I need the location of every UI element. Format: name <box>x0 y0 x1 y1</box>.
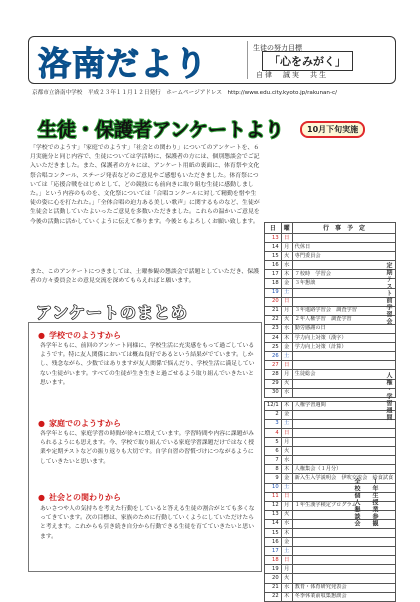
calendar-weekday: 火 <box>281 252 292 261</box>
calendar-day: 23 <box>265 324 282 333</box>
calendar-event: 専門委員会 <box>292 252 396 261</box>
calendar-day: 12/1 <box>265 401 282 410</box>
calendar-event <box>292 556 396 565</box>
calendar-day: 16 <box>265 538 282 547</box>
calendar-day: 14 <box>265 519 282 528</box>
calendar-weekday: 火 <box>281 574 292 583</box>
calendar-event <box>292 361 396 370</box>
motto-values: 自律 誠実 共生 <box>256 71 328 79</box>
section-heading-text: 社会との関わりから <box>48 493 121 502</box>
calendar-weekday: 水 <box>281 519 292 528</box>
calendar-day: 19 <box>265 288 282 297</box>
calendar-row <box>265 370 396 379</box>
calendar-weekday: 日 <box>281 492 292 501</box>
calendar-row <box>265 410 396 419</box>
calendar-event <box>292 410 396 419</box>
calendar-event <box>292 297 396 306</box>
calendar-day: 21 <box>265 306 282 315</box>
calendar-day: 6 <box>265 447 282 456</box>
calendar-weekday: 火 <box>281 447 292 456</box>
calendar-weekday: 月 <box>281 438 292 447</box>
calendar-row <box>265 419 396 428</box>
calendar-event <box>292 565 396 574</box>
calendar-event <box>292 352 396 361</box>
calendar-row <box>265 279 396 288</box>
calendar-day: 20 <box>265 297 282 306</box>
calendar-weekday: 木 <box>281 334 292 343</box>
calendar-event: 教育・体育研究発表会 <box>292 583 396 592</box>
calendar-weekday: 月 <box>281 306 292 315</box>
calendar-row <box>265 465 396 474</box>
header-dow: 曜 <box>281 223 292 234</box>
calendar-row <box>265 379 396 388</box>
header-events: 行 事 予 定 <box>292 223 396 234</box>
calendar-body <box>265 234 396 602</box>
calendar-row <box>265 243 396 252</box>
calendar-weekday: 水 <box>281 388 292 397</box>
section-heading-text: 学校でのようすから <box>48 331 121 340</box>
calendar-weekday: 木 <box>281 401 292 410</box>
calendar-day: 18 <box>265 556 282 565</box>
calendar-row <box>265 428 396 437</box>
calendar-row <box>265 547 396 556</box>
section-heading-text: 家庭でのようすから <box>48 419 121 428</box>
calendar-day: 16 <box>265 261 282 270</box>
calendar-event <box>292 547 396 556</box>
calendar-day: 4 <box>265 428 282 437</box>
date-badge: 10月下旬実施 <box>300 121 365 138</box>
calendar-weekday: 月 <box>281 243 292 252</box>
calendar-event <box>292 456 396 465</box>
calendar-weekday: 土 <box>281 483 292 492</box>
calendar-day: 22 <box>265 315 282 324</box>
calendar-weekday: 日 <box>281 361 292 370</box>
calendar-header <box>265 223 396 234</box>
intro-paragraph: 「学校でのようす」「家庭でのようす」「社会との関わり」についてのアンケートを、６月実施分と同じ内容で、生徒については学活時に、保護者の方には、個別懇談会でご記入いただきました。また、保護者の方々には、アンケート用紙の裏面に、体育祭や文化祭合唱コンクール、ステージ発表などのご意見やご感想もいただきました。体育祭については「応援合戦をはじめとして、どの競技にも前向きに取り組む生徒に感動しました。」という内容のものを、文化祭については「合唱コンクールに対して精勤を惜や生徒の姿に心を打たれた。」「全体合唱の迫力ある美しい歌声」に関するものなど、生徒が生徒会と活動していたよいったご意見を多数いただきました。これらの温かいご意見を今後の活動に活かしていくように伝えて参ります。今後ともよろしくお願い致します。 <box>30 145 260 225</box>
calendar-weekday: 水 <box>281 261 292 270</box>
calendar-weekday: 金 <box>281 343 292 352</box>
calendar-day: 20 <box>265 574 282 583</box>
calendar-row <box>265 352 396 361</box>
calendar-row <box>265 261 396 270</box>
calendar-weekday: 金 <box>281 474 292 483</box>
calendar-day: 10 <box>265 483 282 492</box>
event-calendar <box>264 222 396 602</box>
publication-info: 京都市立洛南中学校 平成２３年１１月１２日発行 ホームページアドレス http://www.edu.city.kyoto.jp/rakunan-c/ <box>32 90 337 96</box>
calendar-event <box>292 447 396 456</box>
calendar-row <box>265 565 396 574</box>
calendar-event <box>292 519 396 528</box>
calendar-day: 2 <box>265 410 282 419</box>
section-heading-society: ● 社会との関わりから <box>38 493 121 502</box>
side-label-conference: 全校個人懇談会 <box>353 478 360 527</box>
section-body-home: 各学年ともに、家庭学習の時間が徐々に増えています。学習時間や内容に課題がみられるようにも思えます。今、学校で取り組んでいる家庭学習課題だけではなく授業や定期テストなどの振り返りも大切です。自学自習の習慣づけにつながるようにしていきたいと思います。 <box>40 431 255 465</box>
calendar-weekday: 日 <box>281 234 292 243</box>
calendar-day: 8 <box>265 465 282 474</box>
newsletter-title: 洛南だより <box>38 44 208 83</box>
calendar-weekday: 水 <box>281 583 292 592</box>
summary-title: アンケートのまとめ <box>36 303 189 322</box>
calendar-row <box>265 306 396 315</box>
calendar-day: 13 <box>265 234 282 243</box>
calendar-weekday: 月 <box>281 501 292 510</box>
calendar-event: １年生漢字検定プログラム <box>292 501 396 510</box>
calendar-event <box>292 510 396 519</box>
calendar-row <box>265 252 396 261</box>
calendar-event <box>292 483 396 492</box>
second-paragraph: また、このアンケートにつきましては、土曜参観の懇談会で話題としていただき、保護者の方々委員会との意見交流を深めてもらえればと願います。 <box>30 269 260 285</box>
calendar-row <box>265 270 396 279</box>
calendar-weekday: 木 <box>281 270 292 279</box>
calendar-weekday: 金 <box>281 279 292 288</box>
calendar-day: 15 <box>265 529 282 538</box>
calendar-event: 新入生入学説明会 伊吹交流会 給食試食 <box>292 474 396 483</box>
section-heading-home: ● 家庭でのようすから <box>38 419 121 428</box>
calendar-weekday: 木 <box>281 465 292 474</box>
calendar-weekday: 火 <box>281 510 292 519</box>
calendar-weekday: 水 <box>281 324 292 333</box>
survey-title: 生徒・保護者アンケートより <box>38 119 284 141</box>
calendar-event <box>292 492 396 501</box>
calendar-event: 生徒総会 <box>292 370 396 379</box>
calendar-row <box>265 334 396 343</box>
motto-text: 「心をみがく」 <box>262 51 353 71</box>
side-label-visit: １年生授業参観 <box>371 478 378 527</box>
section-body-school: 各学年ともに、前回のアンケート同様に、学校生活に充実感をもって過ごしているようです。特に友人関係においては概ね良好であるという結果がでています。しかし、残念ながら、少数ではありますが友人関係で悩んだり、学校生活に満足していない生徒がいます。すべての生徒が生き生きと過ごせるよう取り組んでいきたいと思います。 <box>40 343 255 386</box>
calendar-weekday: 木 <box>281 529 292 538</box>
calendar-weekday: 金 <box>281 538 292 547</box>
calendar-row <box>265 556 396 565</box>
calendar-weekday: 水 <box>281 456 292 465</box>
calendar-day: 18 <box>265 279 282 288</box>
calendar-row <box>265 361 396 370</box>
calendar-event <box>292 438 396 447</box>
calendar-day: 28 <box>265 370 282 379</box>
calendar-row <box>265 538 396 547</box>
calendar-weekday: 木 <box>281 592 292 601</box>
calendar-event: 人権学習週間 <box>292 401 396 410</box>
calendar-day: 9 <box>265 474 282 483</box>
calendar-weekday: 土 <box>281 419 292 428</box>
calendar-event <box>292 379 396 388</box>
calendar-day: 17 <box>265 270 282 279</box>
calendar-day: 13 <box>265 510 282 519</box>
calendar-row <box>265 234 396 243</box>
calendar-day: 24 <box>265 334 282 343</box>
side-label-test: 定期テスト前学習会 <box>385 262 392 325</box>
calendar-row <box>265 438 396 447</box>
calendar-row <box>265 297 396 306</box>
motto-heading: 生徒の努力目標 <box>253 44 302 52</box>
calendar-weekday: 月 <box>281 370 292 379</box>
calendar-event <box>292 574 396 583</box>
calendar-day: 3 <box>265 419 282 428</box>
side-label-human-rights: 人権・学習週間 <box>385 372 392 421</box>
calendar-day: 7 <box>265 456 282 465</box>
calendar-event <box>292 234 396 243</box>
header-day: 日 <box>265 223 282 234</box>
calendar-row <box>265 324 396 333</box>
calendar-day: 5 <box>265 438 282 447</box>
calendar-row <box>265 288 396 297</box>
calendar-event: 人権集会（１月分） <box>292 465 396 474</box>
calendar-weekday: 土 <box>281 288 292 297</box>
calendar-weekday: 火 <box>281 315 292 324</box>
calendar-day: 29 <box>265 379 282 388</box>
calendar-day: 27 <box>265 361 282 370</box>
calendar-row <box>265 388 396 397</box>
calendar-event <box>292 261 396 270</box>
calendar-weekday: 月 <box>281 565 292 574</box>
calendar-day: 21 <box>265 583 282 592</box>
calendar-weekday: 日 <box>281 297 292 306</box>
calendar-day: 30 <box>265 388 282 397</box>
calendar-event: 勤労感謝の日 <box>292 324 396 333</box>
calendar-day: 19 <box>265 565 282 574</box>
calendar-event: ７校時 学習会 <box>292 270 396 279</box>
section-body-society: あいさつや人の気持ちを考えた行動をしていると答える生徒の割合がとても多くなってきています。次の目標は、家族のために行動していくようにしていただけたらと考えます。これからも引き続き自分から行動できる生徒を育てていきたいと思います。 <box>40 506 255 540</box>
calendar-event <box>292 428 396 437</box>
calendar-row <box>265 315 396 324</box>
calendar-day: 15 <box>265 252 282 261</box>
calendar-row <box>265 456 396 465</box>
calendar-day: 22 <box>265 592 282 601</box>
calendar-row <box>265 583 396 592</box>
calendar-day: 17 <box>265 547 282 556</box>
calendar-row <box>265 401 396 410</box>
calendar-event <box>292 419 396 428</box>
calendar-row <box>265 447 396 456</box>
calendar-weekday: 日 <box>281 428 292 437</box>
calendar-event: 学力向上対策（漢字） <box>292 334 396 343</box>
calendar-event: ３年懇談 <box>292 279 396 288</box>
calendar-weekday: 日 <box>281 556 292 565</box>
calendar-row <box>265 574 396 583</box>
section-heading-school: ● 学校でのようすから <box>38 331 121 340</box>
calendar-event: 冬季休業前収集懇談会 <box>292 592 396 601</box>
calendar-day: 25 <box>265 343 282 352</box>
calendar-event: 代休日 <box>292 243 396 252</box>
calendar-event <box>292 529 396 538</box>
calendar-day: 14 <box>265 243 282 252</box>
calendar-event <box>292 538 396 547</box>
calendar-event <box>292 288 396 297</box>
calendar-weekday: 火 <box>281 379 292 388</box>
calendar-event: ２年人権学習 調査学習 <box>292 315 396 324</box>
calendar-day: 12 <box>265 501 282 510</box>
calendar-event <box>292 388 396 397</box>
calendar-weekday: 土 <box>281 352 292 361</box>
calendar-weekday: 土 <box>281 547 292 556</box>
calendar-row <box>265 343 396 352</box>
calendar-day: 11 <box>265 492 282 501</box>
calendar-weekday: 金 <box>281 410 292 419</box>
calendar-day: 26 <box>265 352 282 361</box>
calendar-event: ３年進路学習会 調査学習 <box>292 306 396 315</box>
calendar-row <box>265 529 396 538</box>
calendar-event: 学力向上対策（計算） <box>292 343 396 352</box>
